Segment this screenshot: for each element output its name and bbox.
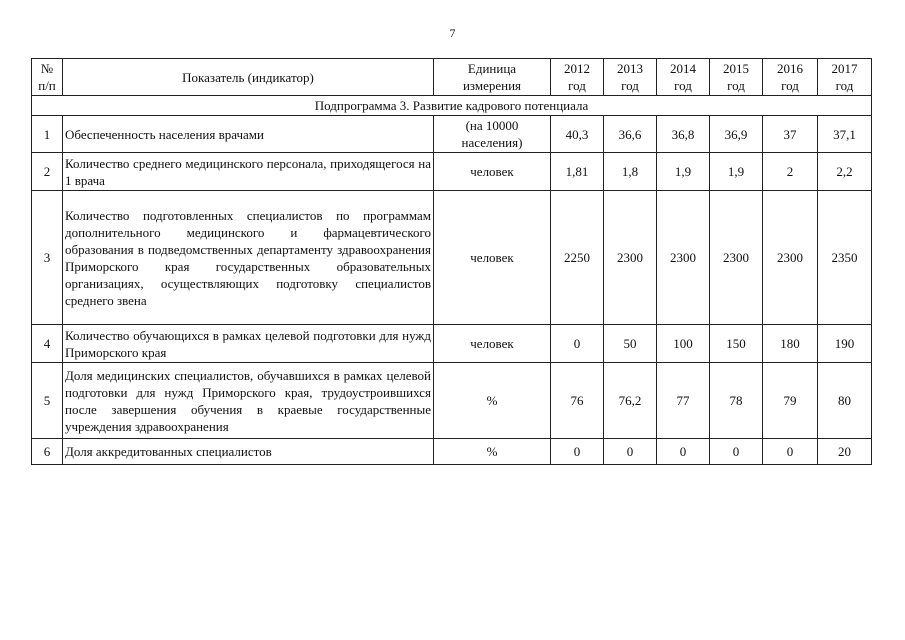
table-row xyxy=(32,439,872,465)
value-2013: 36,6 xyxy=(604,116,657,153)
header-indicator: Показатель (индикатор) xyxy=(63,59,434,96)
value-2013: 2300 xyxy=(604,191,657,325)
value-2015: 150 xyxy=(710,325,763,363)
value-2012: 0 xyxy=(551,439,604,465)
value-2015: 0 xyxy=(710,439,763,465)
row-unit: (на 10000 населения) xyxy=(434,116,551,153)
row-num: 2 xyxy=(32,153,63,191)
row-unit: человек xyxy=(434,325,551,363)
value-2013: 50 xyxy=(604,325,657,363)
header-year-2017: 2017 год xyxy=(818,59,872,96)
value-2014: 2300 xyxy=(657,191,710,325)
row-indicator: Количество среднего медицинского персонала, приходящегося на 1 врача xyxy=(63,153,434,191)
row-num: 1 xyxy=(32,116,63,153)
header-year-2016: 2016 год xyxy=(763,59,818,96)
row-num: 3 xyxy=(32,191,63,325)
indicators-table xyxy=(31,58,872,465)
row-indicator: Обеспеченность населения врачами xyxy=(63,116,434,153)
value-2016: 2 xyxy=(763,153,818,191)
value-2015: 2300 xyxy=(710,191,763,325)
row-indicator: Доля аккредитованных специалистов xyxy=(63,439,434,465)
header-unit: Единица измерения xyxy=(434,59,551,96)
table-row xyxy=(32,363,872,439)
header-year-2013: 2013 год xyxy=(604,59,657,96)
row-indicator: Количество обучающихся в рамках целевой подготовки для нужд Приморского края xyxy=(63,325,434,363)
value-2013: 1,8 xyxy=(604,153,657,191)
value-2017: 37,1 xyxy=(818,116,872,153)
value-2014: 100 xyxy=(657,325,710,363)
value-2015: 1,9 xyxy=(710,153,763,191)
value-2012: 1,81 xyxy=(551,153,604,191)
row-num: 4 xyxy=(32,325,63,363)
value-2014: 1,9 xyxy=(657,153,710,191)
value-2013: 76,2 xyxy=(604,363,657,439)
table-header-row xyxy=(32,59,872,96)
row-unit: человек xyxy=(434,153,551,191)
row-indicator: Количество подготовленных специалистов по программам дополнительного медицинского и фармацевтического образования в подведомственных департаменту здравоохранения Приморского края государственных образовательных организациях, осуществляющих подготовку специалистов среднего звена xyxy=(63,191,434,325)
value-2017: 190 xyxy=(818,325,872,363)
value-2014: 0 xyxy=(657,439,710,465)
table-row xyxy=(32,153,872,191)
header-year-2015: 2015 год xyxy=(710,59,763,96)
row-unit: % xyxy=(434,439,551,465)
row-num: 5 xyxy=(32,363,63,439)
row-indicator: Доля медицинских специалистов, обучавшихся в рамках целевой подготовки для нужд Приморского края, трудоустроившихся после завершения обучения в краевые государственные учреждения здравоохранения xyxy=(63,363,434,439)
value-2015: 78 xyxy=(710,363,763,439)
value-2016: 2300 xyxy=(763,191,818,325)
value-2015: 36,9 xyxy=(710,116,763,153)
value-2016: 79 xyxy=(763,363,818,439)
table-row xyxy=(32,191,872,325)
value-2012: 40,3 xyxy=(551,116,604,153)
value-2017: 2350 xyxy=(818,191,872,325)
header-year-2012: 2012 год xyxy=(551,59,604,96)
value-2016: 37 xyxy=(763,116,818,153)
header-num: № п/п xyxy=(32,59,63,96)
header-year-2014: 2014 год xyxy=(657,59,710,96)
table-row xyxy=(32,116,872,153)
value-2016: 0 xyxy=(763,439,818,465)
value-2017: 2,2 xyxy=(818,153,872,191)
page-number: 7 xyxy=(449,26,456,40)
value-2014: 36,8 xyxy=(657,116,710,153)
row-unit: человек xyxy=(434,191,551,325)
row-num: 6 xyxy=(32,439,63,465)
value-2012: 0 xyxy=(551,325,604,363)
value-2017: 80 xyxy=(818,363,872,439)
value-2012: 76 xyxy=(551,363,604,439)
value-2017: 20 xyxy=(818,439,872,465)
table-row xyxy=(32,325,872,363)
value-2012: 2250 xyxy=(551,191,604,325)
value-2014: 77 xyxy=(657,363,710,439)
row-unit: % xyxy=(434,363,551,439)
subprogram-row xyxy=(32,96,872,116)
value-2016: 180 xyxy=(763,325,818,363)
value-2013: 0 xyxy=(604,439,657,465)
subprogram-title: Подпрограмма 3. Развитие кадрового потенциала xyxy=(32,96,872,116)
